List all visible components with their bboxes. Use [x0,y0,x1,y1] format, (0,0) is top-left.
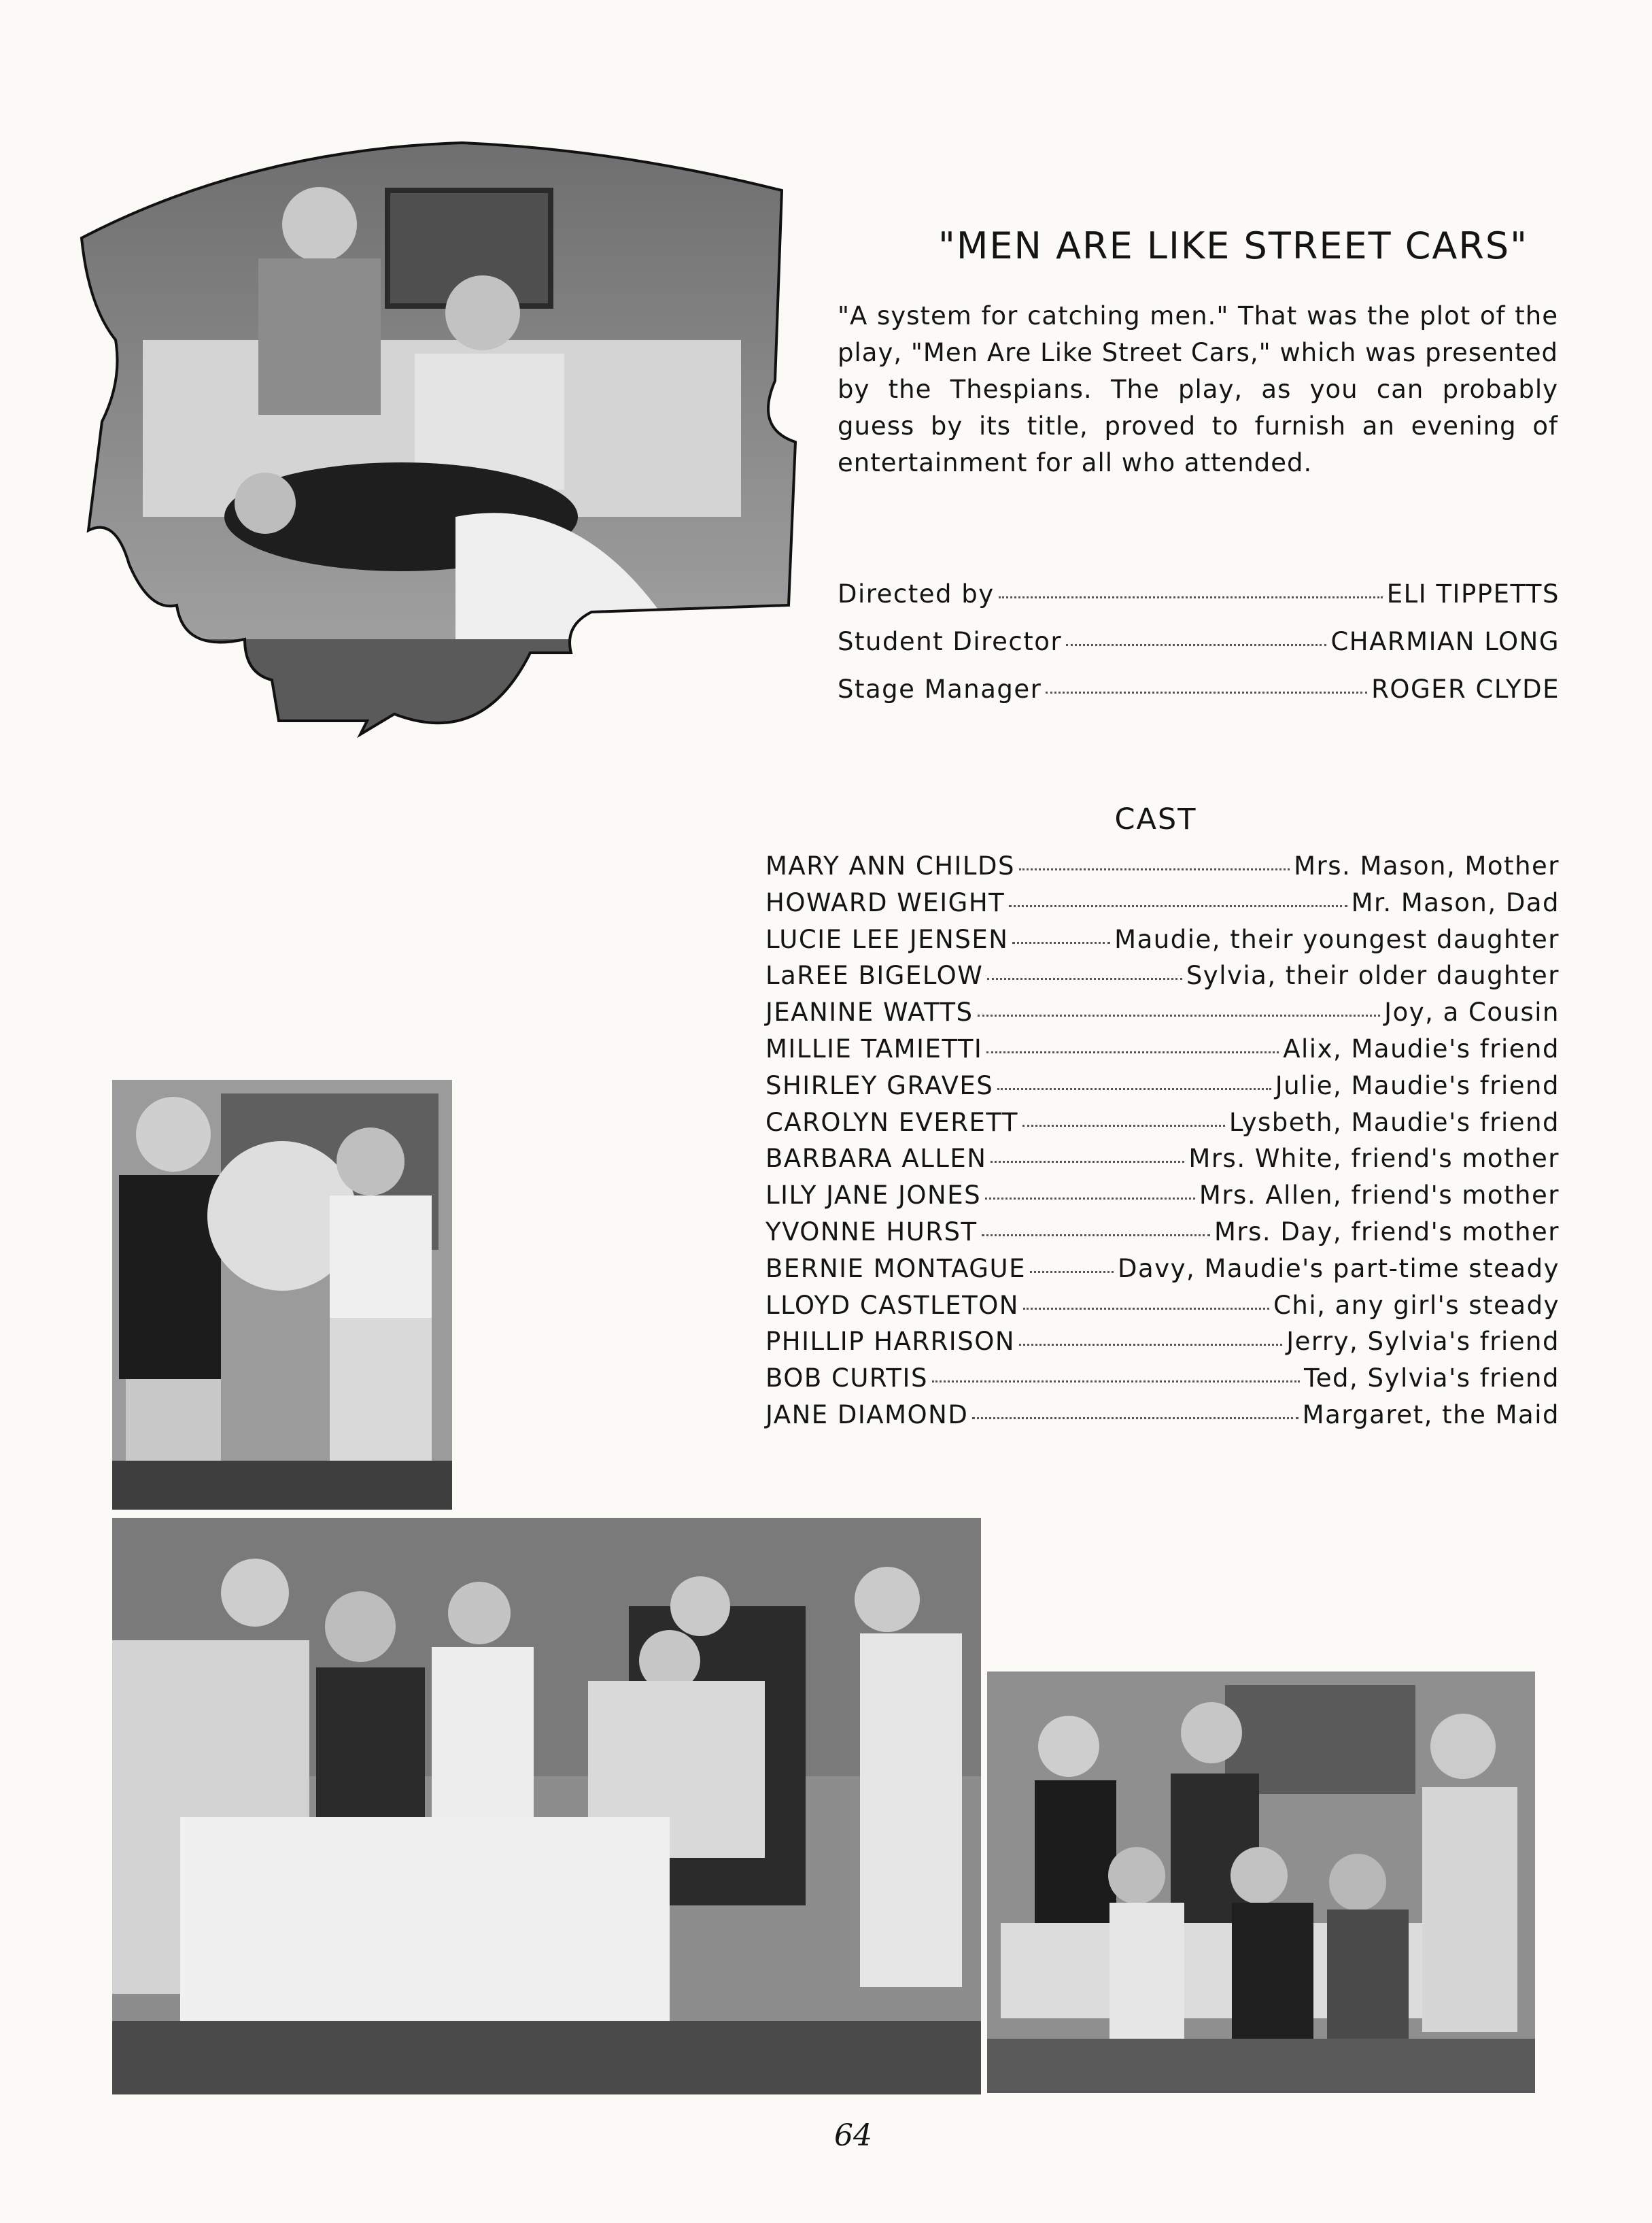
cast-row [765,1144,1560,1181]
cast-list [765,851,1560,1437]
dot-leader [985,1198,1195,1200]
actor-name: BARBARA ALLEN [765,1144,987,1174]
cast-heading: CAST [1114,802,1197,836]
role-name: Alix, Maudie's friend [1283,1034,1560,1064]
role-name: Julie, Maudie's friend [1275,1070,1560,1100]
staff-name: ROGER CLYDE [1371,675,1560,704]
cast-row [765,961,1560,998]
cast-row [765,1291,1560,1327]
staff-name: ELI TIPPETTS [1386,579,1560,609]
staff-label: Stage Manager [838,675,1042,704]
role-name: Lysbeth, Maudie's friend [1228,1107,1560,1137]
role-name: Chi, any girl's steady [1273,1290,1560,1320]
dot-leader [1012,942,1110,944]
dot-leader [1019,1344,1282,1346]
dot-leader [1066,644,1326,646]
role-name: Joy, a Cousin [1384,998,1560,1028]
dot-leader [1023,1308,1269,1310]
role-name: Mr. Mason, Dad [1351,887,1560,917]
actor-name: CAROLYN EVERETT [765,1107,1018,1137]
actor-name: YVONNE HURST [765,1217,978,1246]
actor-name: PHILLIP HARRISON [765,1327,1016,1357]
staff-list [838,579,1560,722]
staff-row [838,579,1560,627]
group-scene-photo [112,1518,981,2094]
dot-leader [972,1417,1298,1419]
actor-name: BERNIE MONTAGUE [765,1253,1026,1283]
cast-row [765,1400,1560,1437]
staff-name: CHARMIAN LONG [1330,627,1560,656]
role-name: Mrs. Allen, friend's mother [1199,1181,1560,1210]
dot-leader [1022,1125,1225,1127]
dot-leader [982,1234,1210,1236]
role-name: Ted, Sylvia's friend [1303,1363,1560,1393]
play-title: "MEN ARE LIKE STREET CARS" [938,224,1529,267]
cast-row [765,851,1560,888]
cast-row [765,888,1560,925]
actor-name: LLOYD CASTLETON [765,1290,1019,1320]
cast-row [765,1363,1560,1400]
cast-row [765,998,1560,1034]
role-name: Mrs. Day, friend's mother [1214,1217,1560,1246]
puzzle-photo [75,136,802,741]
role-name: Mrs. White, friend's mother [1188,1144,1560,1174]
page-number: 64 [834,2118,872,2153]
actor-name: JEANINE WATTS [765,998,974,1028]
dot-leader [999,596,1383,598]
cast-row [765,1108,1560,1144]
role-name: Mrs. Mason, Mother [1294,851,1560,881]
staff-label: Student Director [838,627,1063,656]
staff-row [838,675,1560,722]
cast-row [765,1217,1560,1254]
dot-leader [986,1051,1279,1053]
cast-row [765,1254,1560,1291]
role-name: Sylvia, their older daughter [1186,961,1560,991]
actor-name: SHIRLEY GRAVES [765,1070,994,1100]
cast-row [765,1181,1560,1217]
cast-row [765,925,1560,962]
sofa-scene-photo [987,1672,1535,2093]
cast-row [765,1327,1560,1363]
actor-name: LaREE BIGELOW [765,961,984,991]
actor-name: HOWARD WEIGHT [765,887,1005,917]
play-description: "A system for catching men." That was the plot of the play, "Men Are Like Street Cars," which was presented by the Thespians. The play, as you can probably guess by its title, proved to furnish an evening of entertainment for all who attended. [838,301,1558,477]
dot-leader [1030,1271,1114,1273]
dot-leader [991,1161,1184,1163]
dot-leader [1019,868,1290,870]
actor-name: BOB CURTIS [765,1363,928,1393]
flowers-photo [112,1080,452,1510]
cast-row [765,1071,1560,1108]
dot-leader [987,978,1182,980]
actor-name: JANE DIAMOND [765,1399,969,1429]
dot-leader [1046,692,1367,694]
cast-row [765,1034,1560,1071]
role-name: Jerry, Sylvia's friend [1286,1327,1560,1357]
actor-name: LILY JANE JONES [765,1181,982,1210]
actor-name: MARY ANN CHILDS [765,851,1016,881]
dot-leader [978,1015,1381,1017]
dot-leader [932,1380,1300,1382]
role-name: Davy, Maudie's part-time steady [1118,1253,1560,1283]
dot-leader [997,1088,1271,1090]
role-name: Margaret, the Maid [1302,1399,1560,1429]
actor-name: LUCIE LEE JENSEN [765,924,1009,954]
actor-name: MILLIE TAMIETTI [765,1034,983,1064]
dot-leader [1009,905,1347,907]
staff-row [838,627,1560,675]
role-name: Maudie, their youngest daughter [1114,924,1560,954]
staff-label: Directed by [838,579,995,609]
